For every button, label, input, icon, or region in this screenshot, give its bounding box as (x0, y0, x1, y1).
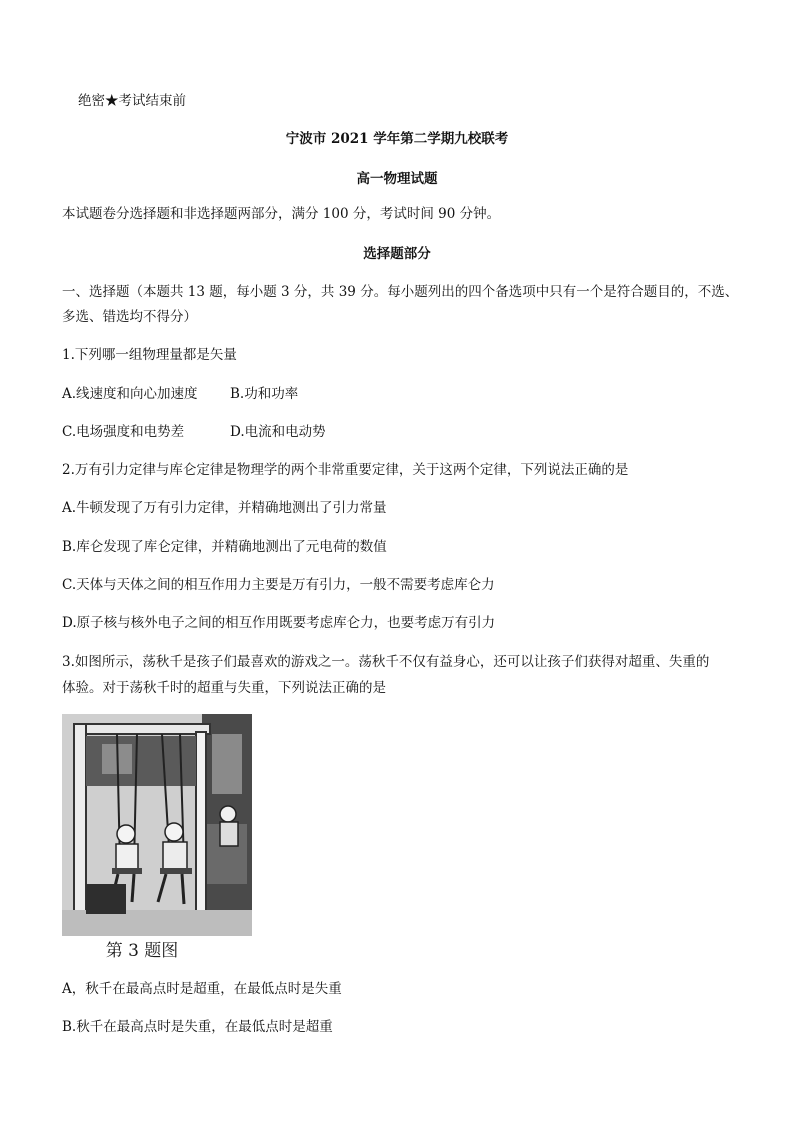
question-1-stem: 1.下列哪一组物理量都是矢量 (62, 347, 237, 363)
section-title: 选择题部分 (363, 246, 431, 262)
section-instructions-2: 多选、错选均不得分） (62, 309, 197, 325)
question-1-option-a: A.线速度和向心加速度 (62, 386, 198, 402)
question-3-option-b: B.秋千在最高点时是失重，在最低点时是超重 (62, 1019, 333, 1035)
question-3-option-a: A，秋千在最高点时是超重，在最低点时是失重 (62, 981, 342, 997)
figure-caption: 第 3 题图 (105, 941, 179, 961)
question-2-option-a: A.牛顿发现了万有引力定律，并精确地测出了引力常量 (62, 500, 387, 516)
question-2-option-b: B.库仑发现了库仑定律，并精确地测出了元电荷的数值 (62, 539, 387, 555)
question-1-option-d: D.电流和电动势 (230, 424, 326, 440)
question-2-option-c: C.天体与天体之间的相互作用力主要是万有引力，一般不需要考虑库仑力 (62, 577, 495, 593)
section-instructions-1: 一、选择题（本题共 13 题，每小题 3 分，共 39 分。每小题列出的四个备选项中只有一个是符合题目的，不选、 (62, 284, 739, 300)
swing-photo (62, 714, 252, 962)
question-1-option-c: C.电场强度和电势差 (62, 424, 185, 440)
question-3-stem-1: 3.如图所示，荡秋千是孩子们最喜欢的游戏之一。荡秋千不仅有益身心，还可以让孩子们获得对超重、失重的 (62, 654, 710, 670)
question-1-option-b: B.功和功率 (230, 386, 299, 402)
question-3-stem-2: 体验。对于荡秋千时的超重与失重，下列说法正确的是 (62, 680, 386, 696)
exam-title: 宁波市 2021 学年第二学期九校联考 (285, 131, 509, 147)
exam-intro: 本试题卷分选择题和非选择题两部分，满分 100 分，考试时间 90 分钟。 (62, 206, 501, 222)
confidential-label: 绝密★考试结束前 (78, 93, 186, 109)
swing-photo-image (62, 714, 252, 936)
question-2-stem: 2.万有引力定律与库仑定律是物理学的两个非常重要定律，关于这两个定律，下列说法正确的是 (62, 462, 629, 478)
question-2-option-d: D.原子核与核外电子之间的相互作用既要考虑库仑力，也要考虑万有引力 (62, 615, 496, 631)
subject-title: 高一物理试题 (356, 171, 438, 187)
